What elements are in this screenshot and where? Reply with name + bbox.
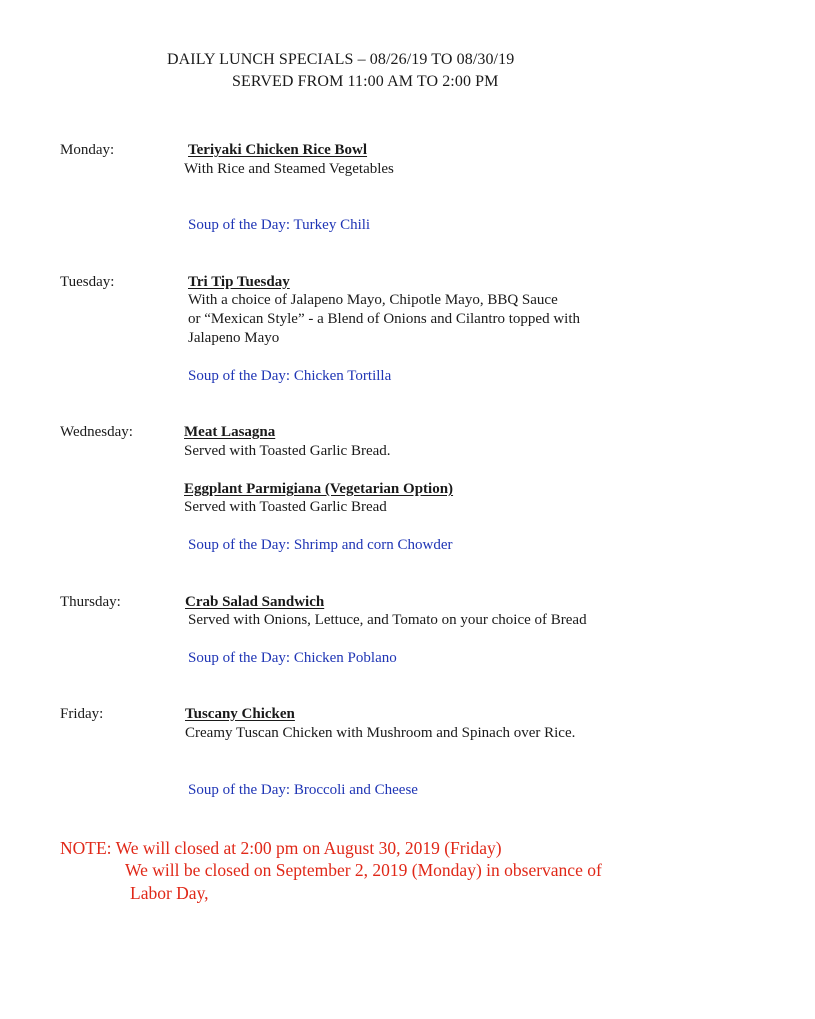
dish-title-thursday: Crab Salad Sandwich <box>185 594 325 610</box>
header-title-line2: SERVED FROM 11:00 AM TO 2:00 PM <box>232 73 499 90</box>
day-label-monday: Monday: <box>60 142 115 158</box>
dish-title-wednesday-1: Meat Lasagna <box>184 424 276 440</box>
dish-description-wednesday-2: Served with Toasted Garlic Bread <box>184 499 387 515</box>
dish-description-tuesday-line1: With a choice of Jalapeno Mayo, Chipotle Mayo, BBQ Sauce <box>188 292 558 308</box>
dish-description-tuesday-line3: Jalapeno Mayo <box>188 330 280 346</box>
dish-description-thursday: Served with Onions, Lettuce, and Tomato on your choice of Bread <box>188 612 587 628</box>
dish-description-wednesday-1: Served with Toasted Garlic Bread. <box>184 443 391 459</box>
dish-description-friday: Creamy Tuscan Chicken with Mushroom and Spinach over Rice. <box>185 725 576 741</box>
header-title-line1: DAILY LUNCH SPECIALS – 08/26/19 TO 08/30/19 <box>167 51 515 68</box>
dish-description-monday: With Rice and Steamed Vegetables <box>184 161 394 177</box>
day-label-wednesday: Wednesday: <box>60 424 133 440</box>
soup-of-the-day-wednesday: Soup of the Day: Shrimp and corn Chowder <box>188 537 453 553</box>
closing-note-line2: We will be closed on September 2, 2019 (Monday) in observance of <box>125 860 602 880</box>
dish-title-friday: Tuscany Chicken <box>185 706 295 722</box>
closing-note-line3: Labor Day, <box>130 883 209 903</box>
soup-of-the-day-thursday: Soup of the Day: Chicken Poblano <box>188 650 397 666</box>
soup-of-the-day-monday: Soup of the Day: Turkey Chili <box>188 217 371 233</box>
dish-description-tuesday-line2: or “Mexican Style” - a Blend of Onions and Cilantro topped with <box>188 311 580 327</box>
dish-title-monday: Teriyaki Chicken Rice Bowl <box>188 142 368 158</box>
soup-of-the-day-tuesday: Soup of the Day: Chicken Tortilla <box>188 368 392 384</box>
soup-of-the-day-friday: Soup of the Day: Broccoli and Cheese <box>188 782 418 798</box>
dish-title-wednesday-2: Eggplant Parmigiana (Vegetarian Option) <box>184 481 454 497</box>
day-label-tuesday: Tuesday: <box>60 274 115 290</box>
day-label-friday: Friday: <box>60 706 104 722</box>
day-label-thursday: Thursday: <box>60 594 121 610</box>
closing-note-line1: NOTE: We will closed at 2:00 pm on August 30, 2019 (Friday) <box>60 838 502 858</box>
dish-title-tuesday: Tri Tip Tuesday <box>188 274 290 290</box>
